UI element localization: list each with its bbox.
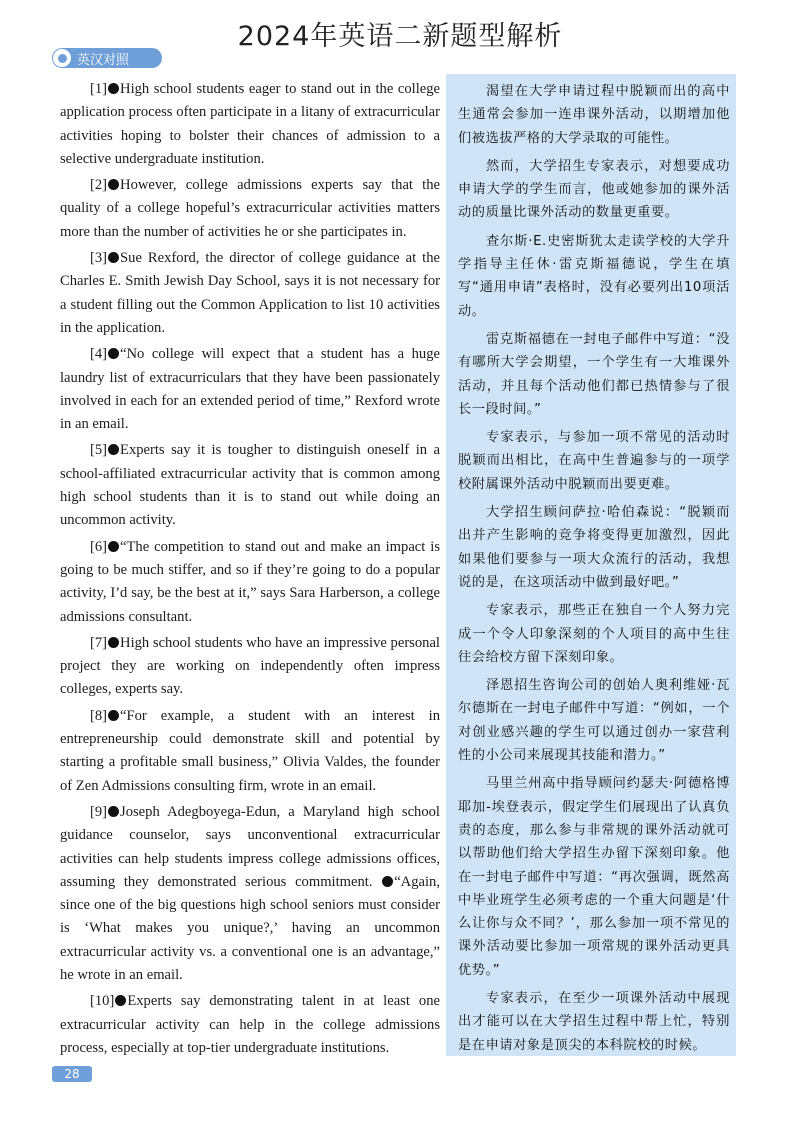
paragraph-number: [5] [90,442,108,459]
paragraph-number: [1] [90,81,108,97]
english-paragraph-9 [60,801,440,987]
paragraph-number: [4] [90,346,108,363]
paragraph-number: [2] [90,177,108,194]
chinese-paragraph-8: 泽恩招生咨询公司的创始人奥利维娅·瓦尔德斯在一封电子邮件中写道：“例如，一个对创业感兴趣的学生可以通过创办一家营利性的小公司来展现其技能和潜力。” [458,678,730,764]
chinese-paragraph-10: 专家表示，在至少一项课外活动中展现出才能可以在大学招生过程中帮上忙，特别是在申请对象是顶尖的本科院校的时候。 [458,990,730,1053]
section-tag [52,48,162,68]
english-column [60,78,440,1063]
paragraph-number: [8] [90,707,108,724]
sentence-marker-icon [115,995,126,1006]
chinese-paragraph-3: 查尔斯·E.史密斯犹太走读学校的大学升学指导主任休·雷克斯福德说，学生在填写“通用申请”表格时，没有必要列出10项活动。 [458,233,730,319]
chinese-paragraph-5: 专家表示，与参加一项不常见的活动时脱颖而出相比，在高中生普遍参与的一项学校附属课外活动中脱颖而出要更难。 [458,430,730,492]
english-paragraph-3 [60,247,440,340]
english-paragraph-10 [60,990,440,1060]
page-number: 28 [52,1066,92,1082]
english-paragraph-1 [60,78,440,171]
paragraph-text: However, college admissions experts say that the quality of a college hopeful’s extracurricular activities matters more than the number of activities he or she participates in. [60,177,440,240]
paragraph-text: High school students eager to stand out in the college application process often participate in a litany of extracurricular activities hoping to bolster their chances of admission to a selective undergraduate institution. [60,81,440,167]
english-paragraph-6 [60,536,440,629]
sentence-marker-icon [108,348,119,359]
paragraph-number: [10] [90,993,115,1010]
english-paragraph-7 [60,632,440,702]
paragraph-text-2: “Again, since one of the big questions high school seniors must consider is ‘What makes you unique?,’ having an uncommon extracurricular activity vs. a conventional one is an advantage,” he wrote in an email. [60,873,440,983]
english-paragraph-4 [60,343,440,436]
section-tag-label: 英汉对照 [77,52,130,68]
sentence-marker-icon [108,710,119,721]
chinese-paragraph-6: 大学招生顾问萨拉·哈伯森说：“脱颖而出并产生影响的竞争将变得更加激烈，因此如果他们要参与一项大众流行的活动，我想说的是，在这项活动中做到最好吧。” [458,505,730,590]
english-paragraph-8 [60,705,440,798]
english-paragraph-5 [60,439,440,532]
paragraph-text: “For example, a student with an interest in entrepreneurship could demonstrate skill and potential by starting a profitable small business,” Olivia Valdes, the founder of Zen Admissions consulting firm, wrote in an email. [60,707,440,794]
sentence-marker-icon [108,444,119,455]
paragraph-number: [9] [90,803,108,820]
page-title: 2024年英语二新题型解析 [237,21,563,52]
paragraph-number: [3] [90,250,108,267]
chinese-translation-column [446,74,736,1056]
sentence-marker-icon [382,876,393,887]
circle-icon [53,49,71,67]
paragraph-text: Sue Rexford, the director of college guidance at the Charles E. Smith Jewish Day School, says it is not necessary for a student filling out the Common Application to list 10 activities in the application. [60,250,440,336]
paragraph-text: “The competition to stand out and make an impact is going to be much stiffer, and so if they’re going to do a popular activity, I’d say, be the best at it,” says Sara Harberson, a college admissions consultant. [60,538,440,625]
chinese-paragraph-7: 专家表示，那些正在独自一个人努力完成一个令人印象深刻的个人项目的高中生往往会给校方留下深刻印象。 [458,603,730,665]
chinese-paragraph-4: 雷克斯福德在一封电子邮件中写道：“没有哪所大学会期望，一个学生有一大堆课外活动，并且每个活动他们都已热情参与了很长一段时间。” [458,331,730,417]
sentence-marker-icon [108,637,119,648]
paragraph-text: Experts say demonstrating talent in at least one extracurricular activity can help in the college admissions process, especially at top-tier undergraduate institutions. [60,993,440,1056]
sentence-marker-icon [108,541,119,552]
english-paragraph-2 [60,174,440,244]
paragraph-text: Joseph Adegboyega-Edun, a Maryland high school guidance counselor, says unconventional extracurricular activities can help students impress college admissions offices, assuming they demonstrated serious commitment. [60,803,440,890]
chinese-paragraph-9: 马里兰州高中指导顾问约瑟夫·阿德格博耶加-埃登表示，假定学生们展现出了认真负责的态度，那么参与非常规的课外活动就可以帮助他们给大学招生办留下深刻印象。他在一封电子邮件中写道：“再次强调，既然高中毕业班学生必须考虑的一个重大问题是‘什么让你与众不同？’，那么参加一项不常见的课外活动要比参加一项常规的课外活动更具优势。” [458,776,730,978]
paragraph-number: [7] [90,634,108,651]
paragraph-text: “No college will expect that a student has a huge laundry list of extracurriculars that they have been passionately involved in each for an extended period of time,” Rexford wrote in an email. [60,346,440,433]
paragraph-text: Experts say it is tougher to distinguish oneself in a school-affiliated extracurricular activity that is common among high school students than it is to stand out while doing an uncommon activity. [60,442,440,529]
sentence-marker-icon [108,806,119,817]
paragraph-text: High school students who have an impressive personal project they are working on independently often impress colleges, experts say. [60,634,440,698]
chinese-paragraph-1: 渴望在大学申请过程中脱颖而出的高中生通常会参加一连串课外活动，以期增加他们被选拔严格的大学录取的可能性。 [458,84,730,146]
sentence-marker-icon [108,252,119,263]
sentence-marker-icon [108,179,119,190]
chinese-paragraph-2: 然而，大学招生专家表示，对想要成功申请大学的学生而言，他或她参加的课外活动的质量比课外活动的数量更重要。 [458,158,730,221]
paragraph-number: [6] [90,538,108,555]
sentence-marker-icon [108,83,119,94]
